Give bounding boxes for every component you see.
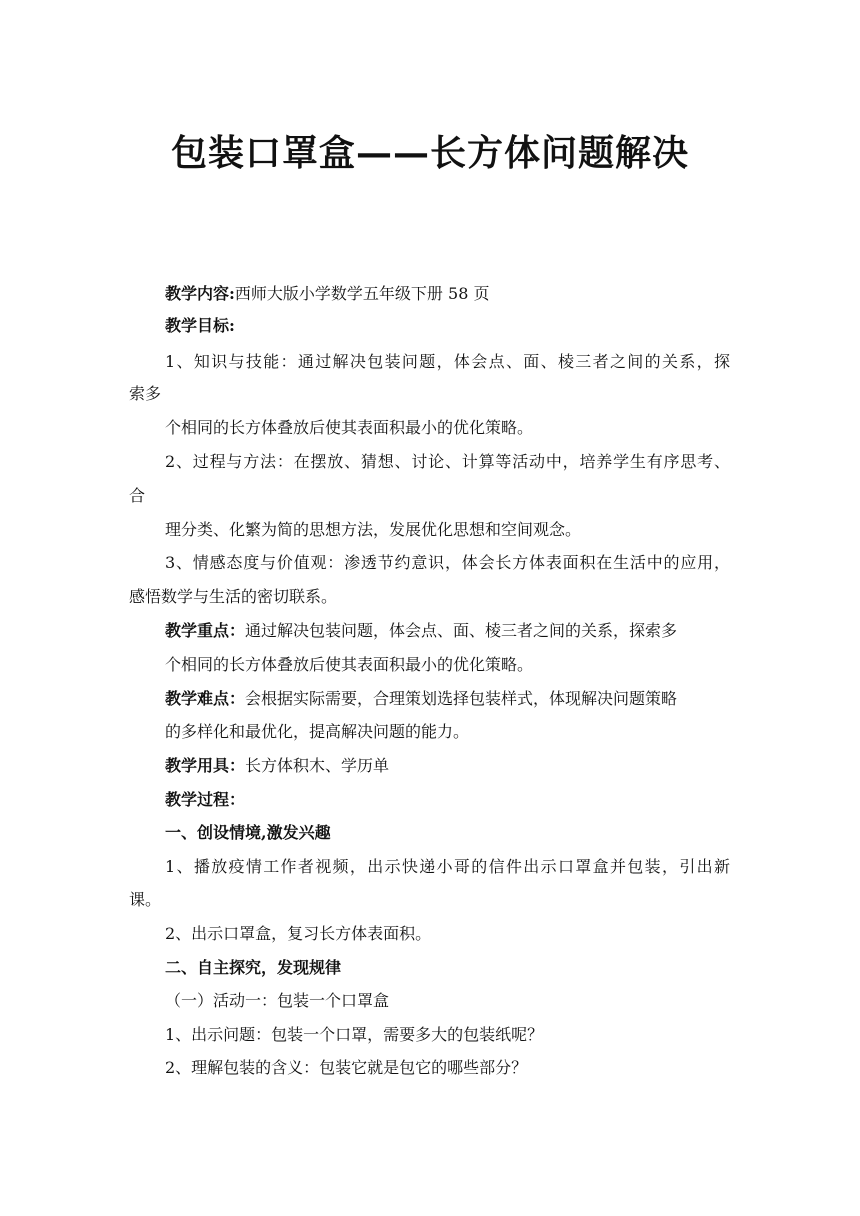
section-1-item-2: 2、出示口罩盒，复习长方体表面积。: [165, 924, 432, 943]
objective-3-line-1: 3、情感态度与价值观：渗透节约意识，体会长方体表面积在生活中的应用，: [165, 553, 730, 572]
key-points-line-2: 个相同的长方体叠放后使其表面积最小的优化策略。: [165, 655, 534, 674]
section-1-item-1-line-1: 1、播放疫情工作者视频，出示快递小哥的信件出示口罩盒并包装，引出新: [165, 857, 730, 876]
teaching-tools-value: 长方体积木、学历单: [245, 756, 390, 775]
section-1-item-1-line-2: 课。: [129, 890, 162, 909]
difficulty-label: 教学难点：: [165, 689, 246, 708]
objective-1-line-1: 1、知识与技能：通过解决包装问题，体会点、面、棱三者之间的关系，探: [165, 352, 730, 371]
teaching-process-label: 教学过程：: [165, 790, 246, 809]
difficulty-line-1: [165, 687, 677, 711]
objective-2-line-3: 理分类、化繁为简的思想方法，发展优化思想和空间观念。: [165, 520, 582, 539]
teaching-content-value: 西师大版小学数学五年级下册 58 页: [234, 284, 490, 303]
difficulty-text: 会根据实际需要，合理策划选择包装样式，体现解决问题策略: [245, 689, 678, 708]
section-2-heading: 二、自主探究，发现规律: [165, 958, 342, 977]
teaching-tools-label: 教学用具：: [165, 756, 246, 775]
objective-3-line-2: 感悟数学与生活的密切联系。: [129, 587, 338, 606]
teaching-content-label: 教学内容:: [165, 284, 235, 303]
teaching-content-line: [165, 282, 489, 306]
difficulty-line-2: 的多样化和最优化，提高解决问题的能力。: [165, 722, 470, 741]
section-2-item-2: 2、理解包装的含义：包装它就是包它的哪些部分？: [165, 1058, 528, 1077]
teaching-objectives-label: 教学目标:: [165, 316, 235, 335]
objective-2-line-2: 合: [129, 486, 146, 505]
section-1-heading: 一、创设情境,激发兴趣: [165, 823, 331, 842]
teaching-tools-line: [165, 754, 389, 778]
activity-1-heading: （一）活动一：包装一个口罩盒: [165, 991, 390, 1010]
document-title: 包装口罩盒——长方体问题解决: [170, 132, 689, 174]
key-points-label: 教学重点：: [165, 621, 246, 640]
key-points-text: 通过解决包装问题，体会点、面、棱三者之间的关系，探索多: [245, 621, 678, 640]
key-points-line-1: [165, 619, 677, 643]
objective-1-line-2: 索多: [129, 384, 162, 403]
objective-2-line-1: 2、过程与方法：在摆放、猜想、讨论、计算等活动中，培养学生有序思考、: [165, 452, 730, 471]
section-2-item-1: 1、出示问题：包装一个口罩，需要多大的包装纸呢？: [165, 1025, 544, 1044]
objective-1-line-3: 个相同的长方体叠放后使其表面积最小的优化策略。: [165, 418, 534, 437]
